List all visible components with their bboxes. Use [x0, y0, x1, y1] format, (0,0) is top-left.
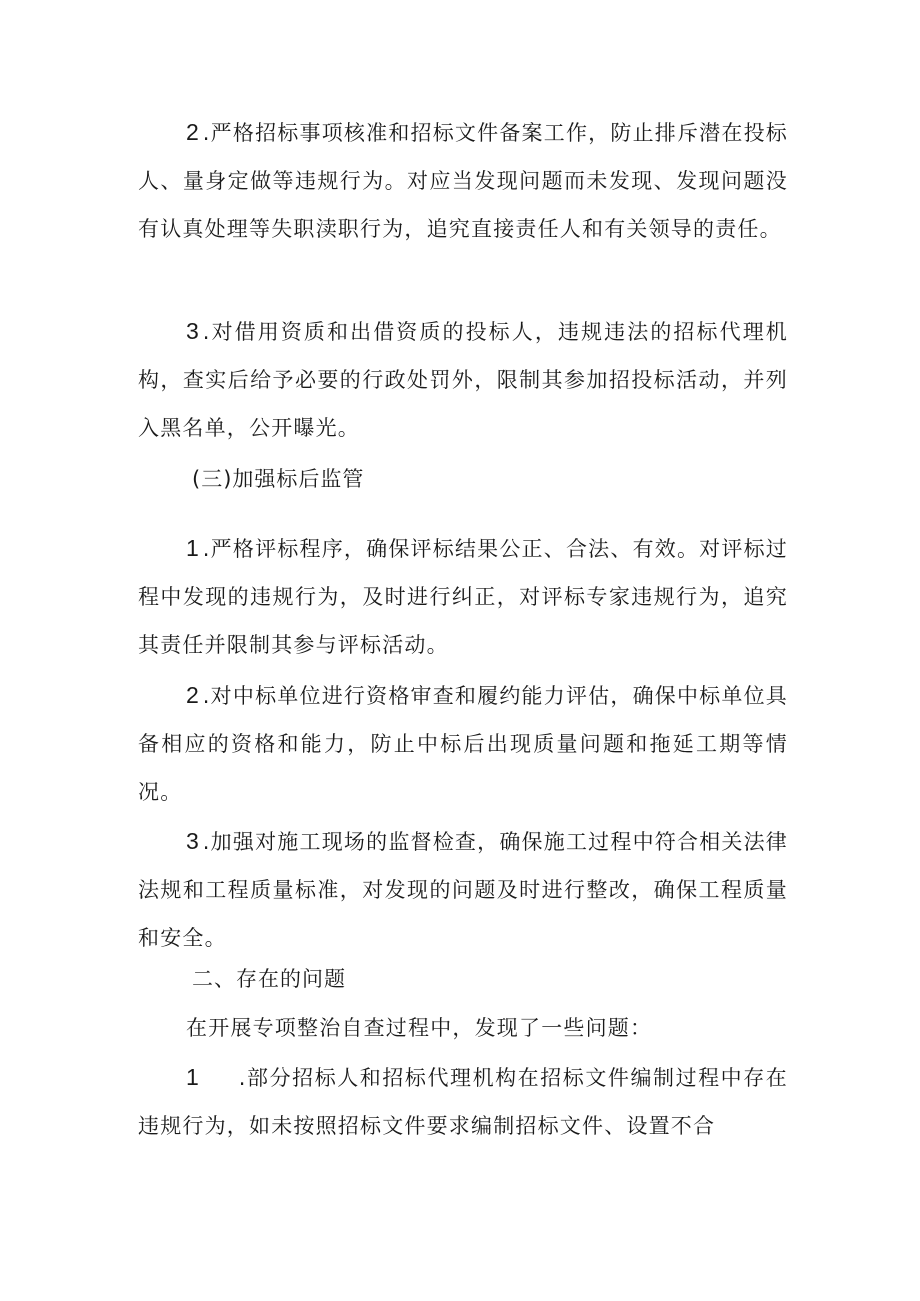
paragraph-text: .严格评标程序，确保评标结果公正、合法、有效。对评标过程中发现的违规行为，及时进行纠正，对评标专家违规行为，追究其责任并限制其参与评标活动。 [138, 537, 788, 657]
paragraph-text: .严格招标事项核准和招标文件备案工作，防止排斥潜在投标人、量身定做等违规行为。对应当发现问题而未发现、发现问题没有认真处理等失职渎职行为，追究直接责任人和有关领导的责任。 [138, 121, 788, 241]
paragraph-text: .部分招标人和招标代理机构在招标文件编制过程中存在违规行为，如未按照招标文件要求编制招标文件、设置不合 [138, 1066, 788, 1138]
paragraph-3-qualification-lending [138, 307, 788, 452]
paragraph-2-bidding-approval [138, 108, 788, 253]
section-heading-post-award-supervision: (三)加强标后监管 [192, 467, 365, 491]
paragraph-1-evaluation-procedure [138, 524, 788, 669]
item-number: 2 [186, 682, 199, 708]
item-number: 1 [186, 535, 199, 561]
paragraph-text: .对借用资质和出借资质的投标人，违规违法的招标代理机构，查实后给予必要的行政处罚外，限制其参加招投标活动，并列入黑名单，公开曝光。 [138, 320, 788, 440]
item-number: 3 [186, 828, 199, 854]
paragraph-1-violations [138, 1053, 788, 1150]
item-number: 1 [186, 1064, 199, 1090]
item-number: 3 [186, 318, 199, 344]
paragraph-text: .对中标单位进行资格审查和履约能力评估，确保中标单位具备相应的资格和能力，防止中标后出现质量问题和拖延工期等情况。 [138, 684, 788, 804]
item-number: 2 [186, 119, 199, 145]
paragraph-self-inspection-intro: 在开展专项整治自查过程中，发现了一些问题： [186, 1016, 653, 1040]
paragraph-2-winning-bidder-review [138, 671, 788, 816]
section-heading-existing-problems: 二、存在的问题 [192, 967, 346, 991]
paragraph-3-site-inspection [138, 817, 788, 962]
paragraph-text: .加强对施工现场的监督检查，确保施工过程中符合相关法律法规和工程质量标准，对发现的问题及时进行整改，确保工程质量和安全。 [138, 830, 788, 950]
